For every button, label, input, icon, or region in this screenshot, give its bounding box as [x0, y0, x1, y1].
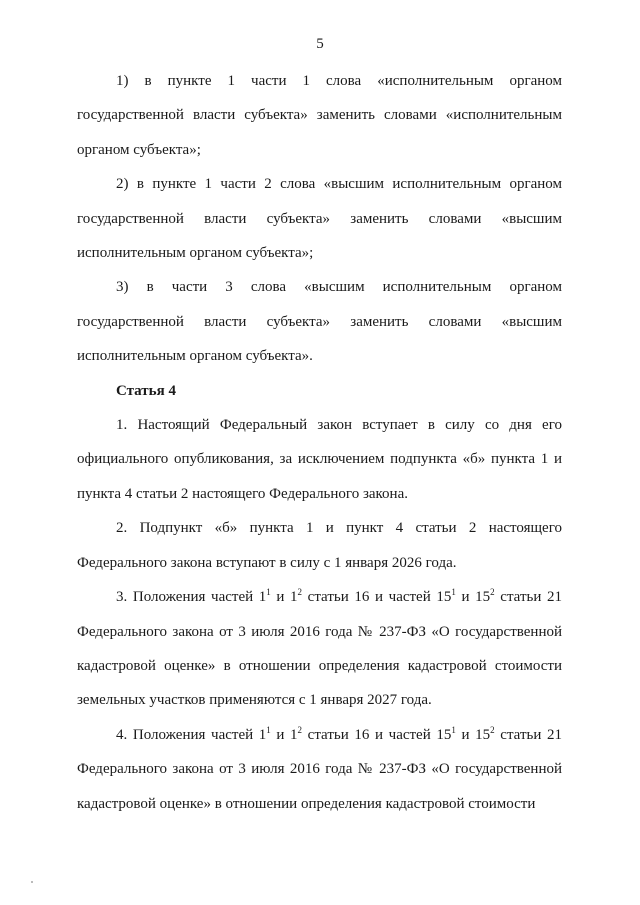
scan-speck — [31, 881, 33, 883]
superscript: 1 — [266, 587, 271, 598]
article-heading: Статья 4 — [116, 382, 176, 399]
superscript: 1 — [451, 587, 456, 598]
text-run: и 15 — [455, 589, 491, 606]
superscript: 2 — [297, 587, 303, 598]
superscript: 1 — [266, 724, 271, 735]
paragraph-4: 1. Настоящий Федеральный закон вступает в силу со дня его официального опубликования, за исключением подпункта «б» пункта 1 и пункта 4 статьи 2 настоящего Федерального закона. — [77, 417, 562, 502]
text-run: 4. Положения частей 1 — [116, 726, 267, 743]
paragraph-1: 1) в пункте 1 части 1 слова «исполнительным органом государственной власти субъекта» заменить словами «исполнительным органом субъекта»; — [77, 73, 562, 158]
text-run: статьи 16 и частей 15 — [302, 726, 452, 743]
superscript: 1 — [451, 724, 456, 735]
text-run: 3. Положения частей 1 — [116, 589, 267, 606]
text-run: статьи 16 и частей 15 — [302, 589, 452, 606]
superscript: 2 — [297, 724, 303, 735]
text-run: статьи 21 Федерального закона от 3 июля 2016 года № 237-ФЗ «О государственной кадастровой оценке» в отношении определения кадастровой стоимости земельных участков применяются с 1 января 2027 года. — [77, 589, 562, 709]
paragraph-5: 2. Подпункт «б» пункта 1 и пункт 4 статьи 2 настоящего Федерального закона вступают в силу с 1 января 2026 года. — [77, 520, 562, 571]
paragraph-3: 3) в части 3 слова «высшим исполнительным органом государственной власти субъекта» заменить словами «высшим исполнительным органом субъекта». — [77, 279, 562, 365]
document-body — [77, 64, 562, 821]
superscript: 2 — [490, 724, 495, 735]
paragraph-2: 2) в пункте 1 части 2 слова «высшим исполнительным органом государственной власти субъекта» заменить словами «высшим исполнительным органом субъекта»; — [77, 176, 562, 262]
text-run: статьи 21 Федерального закона от 3 июля 2016 года № 237-ФЗ «О государственной кадастровой оценке» в отношении определения кадастровой стоимости — [77, 726, 562, 812]
text-run: и 15 — [455, 726, 491, 743]
text-run: и 1 — [270, 726, 298, 743]
paragraph-7 — [77, 718, 562, 821]
page-number: 5 — [316, 36, 324, 52]
superscript: 2 — [490, 587, 495, 598]
paragraph-6 — [77, 580, 562, 718]
text-run: и 1 — [270, 589, 298, 606]
